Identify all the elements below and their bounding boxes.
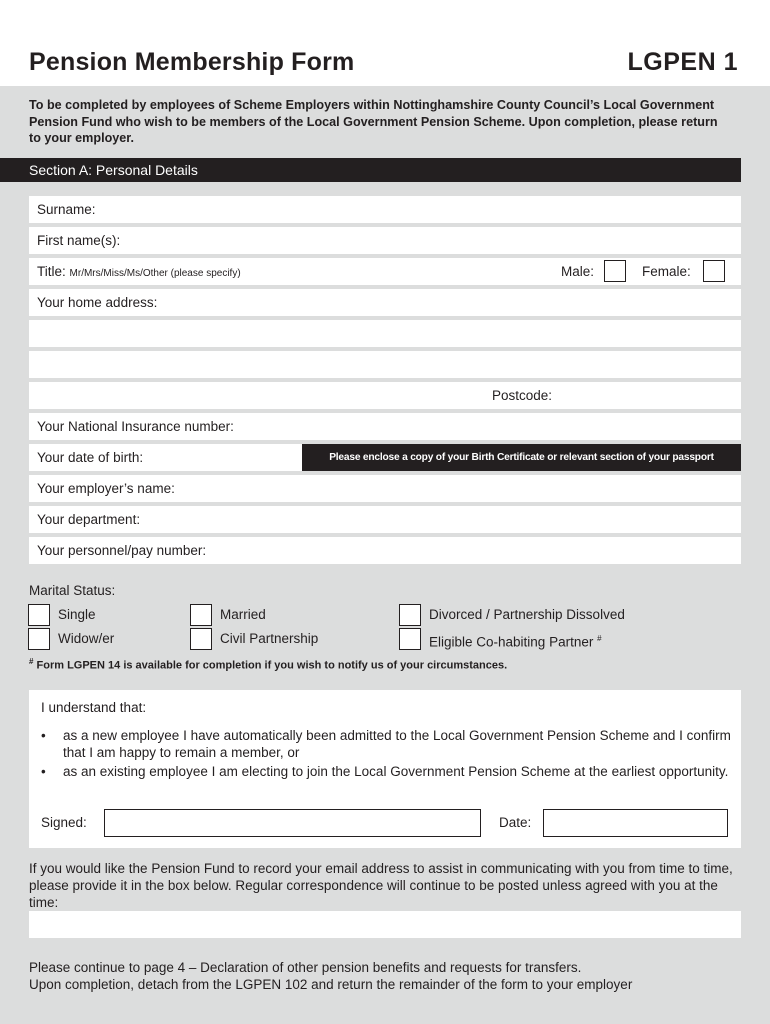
continuation-line-1: Please continue to page 4 – Declaration of other pension benefits and requests for transfers. — [29, 960, 582, 975]
title-field[interactable] — [29, 258, 741, 285]
dob-note: Please enclose a copy of your Birth Certificate or relevant section of your passport — [302, 444, 741, 471]
date-label: Date: — [499, 815, 532, 830]
intro-text: To be completed by employees of Scheme Employers within Nottinghamshire County Council’s Local Government Pension Fund who wish to be members of the Local Government Pension Scheme. Upon completion, please return to your employer. — [29, 98, 718, 145]
continuation-note — [29, 959, 741, 993]
date-field[interactable] — [543, 809, 728, 837]
female-checkbox[interactable] — [703, 260, 725, 282]
footnote-text: Form LGPEN 14 is available for completion if you wish to notify us of your circumstances. — [36, 659, 508, 672]
footnote-mark: # — [29, 657, 34, 666]
ni-number-label: Your National Insurance number: — [37, 419, 234, 434]
title-label: Title: — [37, 264, 66, 279]
surname-field[interactable] — [29, 196, 741, 223]
declaration-bullet-2: • as an existing employee I am electing to join the Local Government Pension Scheme at the earliest opportunity. — [41, 763, 731, 780]
surname-label: Surname: — [37, 202, 96, 217]
dob-field[interactable] — [29, 444, 741, 471]
section-a-heading: Section A: Personal Details — [0, 158, 741, 182]
signature-field[interactable] — [104, 809, 481, 837]
female-label: Female: — [642, 264, 691, 279]
divorced-label: Divorced / Partnership Dissolved — [429, 607, 625, 622]
home-address-label: Your home address: — [37, 295, 158, 310]
dob-label: Your date of birth: — [37, 450, 144, 465]
single-checkbox[interactable] — [28, 604, 50, 626]
single-label: Single — [58, 607, 96, 622]
marital-footnote — [29, 657, 507, 672]
divorced-checkbox[interactable] — [399, 604, 421, 626]
first-names-label: First name(s): — [37, 233, 121, 248]
married-label: Married — [220, 607, 266, 622]
declaration-bullet-1: • as a new employee I have automatically been admitted to the Local Government Pension Scheme and I confirm that I am happy to remain a member, or — [41, 727, 731, 761]
widow-checkbox[interactable] — [28, 628, 50, 650]
personnel-number-label: Your personnel/pay number: — [37, 543, 207, 558]
address-line-3[interactable] — [29, 351, 741, 378]
declaration-panel — [29, 690, 741, 848]
declaration-lead: I understand that: — [41, 700, 147, 715]
male-checkbox[interactable] — [604, 260, 626, 282]
cohabiting-label: Eligible Co-habiting Partner — [429, 634, 594, 650]
address-line-2[interactable] — [29, 320, 741, 347]
ni-number-field[interactable] — [29, 413, 741, 440]
title-options: Mr/Mrs/Miss/Ms/Other (please specify) — [69, 268, 241, 279]
male-label: Male: — [561, 264, 595, 279]
email-field[interactable] — [29, 911, 741, 938]
page-header — [0, 0, 770, 86]
form-title: Pension Membership Form — [29, 48, 355, 76]
civil-partnership-checkbox[interactable] — [190, 628, 212, 650]
postcode-label: Postcode: — [492, 388, 553, 403]
continuation-line-2: Upon completion, detach from the LGPEN 102 and return the remainder of the form to your employer — [29, 977, 633, 992]
employer-label: Your employer’s name: — [37, 481, 175, 496]
department-field[interactable] — [29, 506, 741, 533]
civil-partnership-label: Civil Partnership — [220, 631, 319, 646]
married-checkbox[interactable] — [190, 604, 212, 626]
address-line-4[interactable] — [29, 382, 741, 409]
signed-label: Signed: — [41, 815, 87, 830]
declaration-list — [41, 727, 731, 782]
cohabiting-checkbox[interactable] — [399, 628, 421, 650]
personnel-number-field[interactable] — [29, 537, 741, 564]
employer-field[interactable] — [29, 475, 741, 502]
cohabiting-footnote-mark: # — [597, 634, 602, 643]
widow-label: Widow/er — [58, 631, 115, 646]
home-address-field[interactable] — [29, 289, 741, 316]
marital-status-label: Marital Status: — [29, 583, 116, 598]
form-code: LGPEN 1 — [627, 48, 738, 76]
first-names-field[interactable] — [29, 227, 741, 254]
email-instructions: If you would like the Pension Fund to record your email address to assist in communicating with you from time to time, please provide it in the box below. Regular correspondence will continue to be posted unless agreed with you at the time: — [29, 861, 733, 910]
department-label: Your department: — [37, 512, 141, 527]
